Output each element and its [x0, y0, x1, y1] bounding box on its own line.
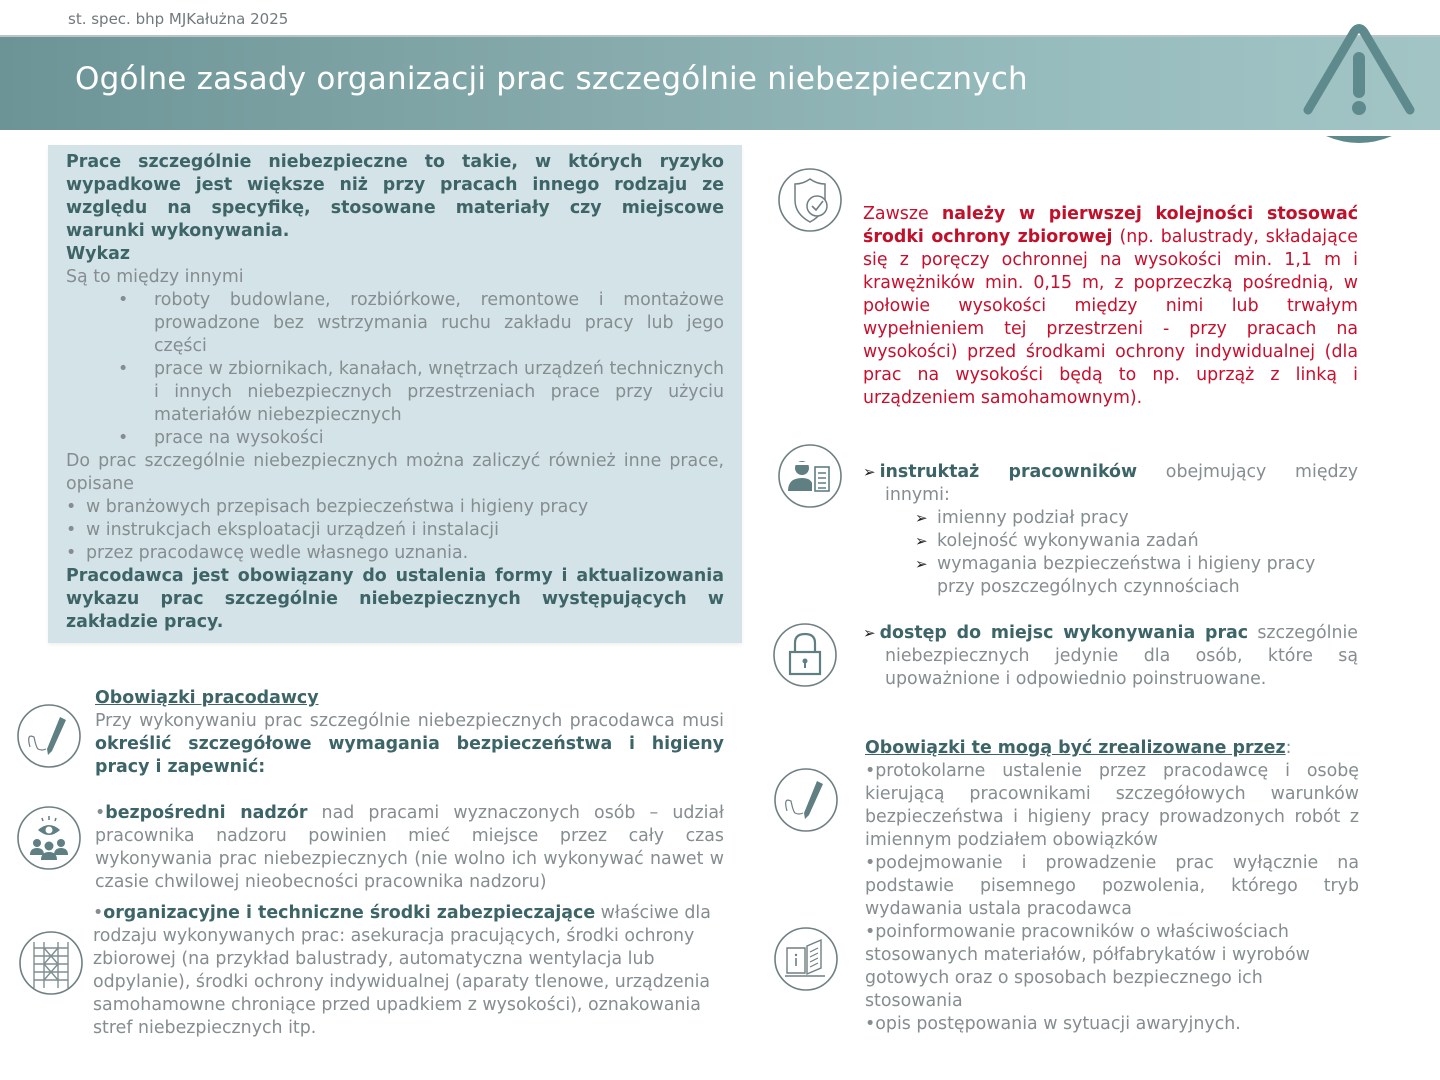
measures-bold: organizacyjne i techniczne środki zabezpieczające	[103, 903, 596, 923]
access-item	[863, 622, 1358, 691]
arrow-bullet-icon: ➢	[863, 624, 876, 642]
collective-prefix: Zawsze	[863, 204, 942, 224]
page-title: Ogólne zasady organizacji prac szczególnie niebezpiecznych	[75, 61, 1028, 97]
employer-lead-bold: określić szczegółowe wymagania bezpieczeństwa i higieny pracy i zapewnić:	[95, 734, 724, 777]
heading-colon: :	[1285, 738, 1292, 758]
author-label: st. spec. bhp MJKałużna 2025	[68, 10, 289, 28]
closing-text: Pracodawca jest obowiązany do ustalenia formy i aktualizowania wykazu prac szczególnie niebezpiecznych występujących w zakładzie pracy.	[66, 566, 724, 632]
employer-duties-heading: Obowiązki pracodawcy	[95, 688, 319, 708]
training-item	[863, 461, 1358, 599]
shield-check-icon	[777, 167, 843, 233]
bullet: •	[93, 903, 104, 923]
realization-section	[865, 737, 1359, 1036]
access-bold: dostęp do miejsc wykonywania prac	[879, 623, 1249, 643]
list-title: Wykaz	[66, 244, 130, 264]
signature-pen-icon	[773, 767, 839, 833]
arrow-bullet-icon: ➢	[863, 463, 876, 481]
title-bar	[0, 35, 1440, 130]
list-item: •opis postępowania w sytuacji awaryjnych.	[865, 1014, 1241, 1034]
padlock-icon	[772, 622, 838, 688]
list-lead: Są to między innymi	[66, 267, 244, 287]
measures-item	[93, 902, 725, 1040]
supervision-item	[95, 802, 724, 894]
worker-checklist-icon	[777, 443, 843, 509]
supervision-bold: bezpośredni nadzór	[105, 803, 308, 823]
warning-triangle-icon	[1296, 22, 1422, 146]
supervision-eye-group-icon	[16, 805, 82, 871]
list-item: • przez pracodawcę wedle własnego uznania.	[66, 543, 469, 563]
collective-text: (np. balustrady, składające się z poręczy ochronnej na wysokości min. 1,1 m i krawężników min. 0,15 m, z poprzeczką pośrednią, w połowie wysokości między nimi lub trwałym wypełnieniem tej przestrzeni - przy pracach na wysokości) przed środkami ochrony indywidualnej (dla prac na wysokości będą to np. uprząż z linką i urządzeniem samohamownym).	[863, 227, 1358, 408]
signature-pen-icon	[16, 703, 82, 769]
other-works-list	[66, 496, 724, 565]
list-item: • prace w zbiornikach, kanałach, wnętrzach urządzeń technicznych i innych niebezpiecznych przestrzeniach prace przy użyciu materiałów niebezpiecznych	[118, 359, 724, 425]
employer-duties-section	[95, 687, 724, 779]
dangerous-works-list	[66, 289, 724, 450]
intro-box	[48, 145, 742, 643]
access-text: szczególnie niebezpiecznych jedynie dla osób, które są upoważnione i odpowiednio poinstruowane.	[885, 623, 1359, 689]
list-item: •protokolarne ustalenie przez pracodawcę i osobę kierującą pracownikami szczegółowych warunków bezpieczeństwa i higieny pracy prowadzonych robót z imiennym podziałem obowiązków	[865, 761, 1359, 850]
realization-heading: Obowiązki te mogą być zrealizowane przez	[865, 738, 1286, 758]
other-lead: Do prac szczególnie niebezpiecznych można zaliczyć również inne prace, opisane	[66, 451, 724, 494]
list-item: • prace na wysokości	[118, 428, 324, 448]
list-item: • w branżowych przepisach bezpieczeństwa i higieny pracy	[66, 497, 589, 517]
list-item: •podejmowanie i prowadzenie prac wyłącznie na podstawie pisemnego pozwolenia, którego tryb wydawania ustala pracodawca	[865, 853, 1359, 919]
definition-text: Prace szczególnie niebezpieczne to takie, w których ryzyko wypadkowe jest większe niż przy pracach innego rodzaju ze względu na specyfikę, stosowane materiały czy miejscowe warunki wykonywania.	[66, 152, 724, 241]
measures-text: właściwe dla rodzaju wykonywanych prac: asekuracja pracujących, środki ochrony zbiorowej (na przykład balustrady, automatyczna wentylacja lub odpylanie), środki ochrony indywidualnej (aparaty tlenowe, urządzenia samohamowne chroniące przed upadkiem z wysokości), oznakowania stref niebezpiecznych itp.	[93, 903, 711, 1038]
supervision-text: nad pracami wyznaczonych osób – udział pracownika nadzoru powinien mieć miejsce przez cały czas wykonywania prac niebezpiecznych (nie wolno ich wykonywać nawet w czasie chwilowej nieobecności pracownika nadzoru)	[95, 803, 725, 892]
list-item: • roboty budowlane, rozbiórkowe, remontowe i montażowe prowadzone bez wstrzymania ruchu zakładu pracy lub jego części	[118, 290, 724, 356]
list-item: • w instrukcjach eksploatacji urządzeń i instalacji	[66, 520, 499, 540]
training-text: obejmujący między innymi:	[885, 462, 1358, 505]
collective-bold: należy w pierwszej kolejności stosować środki ochrony zbiorowej	[863, 204, 1358, 247]
collective-protection-note	[863, 203, 1358, 410]
list-item: ➢ kolejność wykonywania zadań	[915, 531, 1199, 551]
training-bold: instruktaż pracowników	[879, 462, 1138, 482]
scaffolding-icon	[18, 930, 84, 996]
info-book-icon	[773, 926, 839, 992]
list-item: ➢ imienny podział pracy	[915, 508, 1129, 528]
bullet: •	[95, 803, 106, 823]
training-sublist	[863, 507, 1358, 599]
employer-lead-text: Przy wykonywaniu prac szczególnie niebezpiecznych pracodawca musi	[95, 711, 724, 731]
list-item: •poinformowanie pracowników o właściwościach stosowanych materiałów, półfabrykatów i wyrobów gotowych oraz o sposobach bezpiecznego ich stosowania	[865, 922, 1310, 1011]
list-item: ➢ wymagania bezpieczeństwa i higieny pracy przy poszczególnych czynnościach	[915, 554, 1316, 597]
